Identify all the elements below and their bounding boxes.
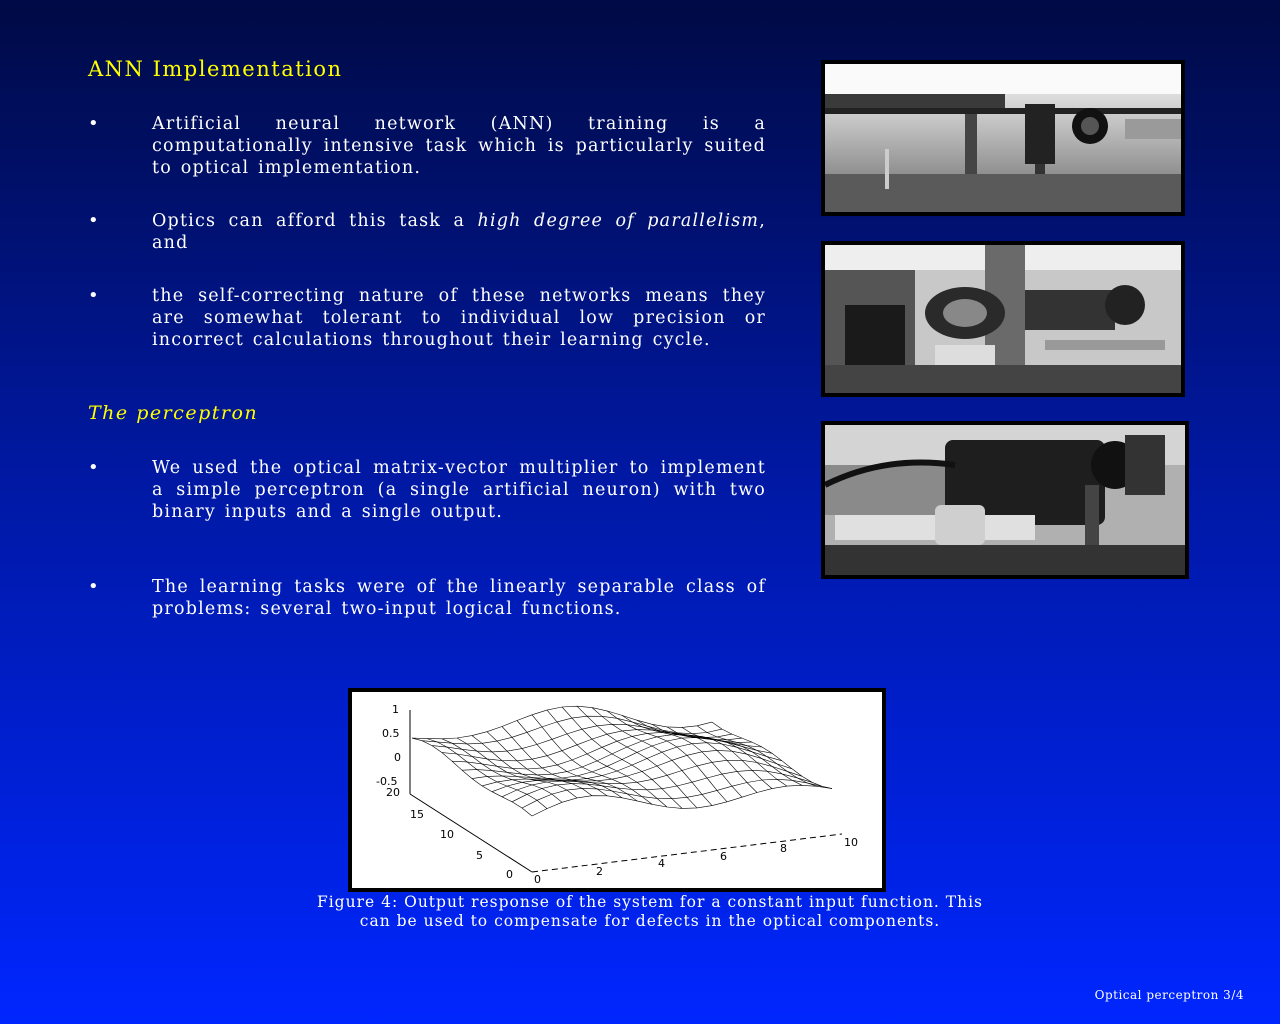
- bullet-dot: •: [88, 457, 99, 478]
- z-tick-label: -0.5: [376, 775, 398, 788]
- y-tick-label: 5: [476, 849, 483, 862]
- bullet-text: Optics can afford this task a high degree of parallelism, and: [152, 211, 766, 253]
- bullet-item: [88, 576, 766, 620]
- mesh-line: [442, 739, 562, 803]
- z-tick-label: 1: [392, 703, 399, 716]
- x-tick-label: 8: [780, 842, 787, 855]
- mesh-line: [667, 727, 787, 786]
- z-tick-label: 0.5: [382, 727, 400, 740]
- caption-line: Figure 4: Output response of the system for a constant input function. This: [316, 893, 984, 911]
- y-tick-label: 20: [386, 786, 400, 799]
- caption-line: can be used to compensate for defects in the optical components.: [359, 912, 941, 930]
- mesh-line: [442, 730, 742, 761]
- bullet-text: the self-correcting nature of these networks means they are somewhat tolerant to individual low precision or incorrect calculations throughout their learning cycle.: [152, 286, 766, 350]
- optical-setup-photo-1: [821, 60, 1185, 216]
- bullet-dot: •: [88, 285, 99, 306]
- optical-setup-photo-3: [821, 421, 1189, 579]
- bullet-dot: •: [88, 576, 99, 597]
- slide-title: ANN Implementation: [88, 57, 343, 81]
- figure-caption: [200, 893, 1100, 931]
- y-tick-label: 15: [410, 808, 424, 821]
- mesh-line: [472, 736, 592, 796]
- bullet-dot: •: [88, 210, 99, 231]
- mesh-line: [532, 785, 832, 816]
- bullet-text: We used the optical matrix-vector multiplier to implement a simple perceptron (a single artificial neuron) with two binary inputs and a single output.: [152, 458, 766, 522]
- x-tick-label: 0: [534, 873, 541, 886]
- z-tick-label: 0: [394, 751, 401, 764]
- mesh-line: [577, 706, 697, 808]
- bullet-item: [88, 210, 766, 254]
- bullet-item: [88, 457, 766, 523]
- mesh-line: [427, 739, 547, 809]
- y-tick-label: 0: [506, 868, 513, 881]
- mesh-line: [502, 727, 622, 798]
- x-tick-label: 2: [596, 865, 603, 878]
- bullet-dot: •: [88, 113, 99, 134]
- mesh-line: [472, 738, 772, 779]
- x-tick-label: 10: [844, 836, 858, 849]
- bullet-item: [88, 113, 766, 179]
- mesh-line: [522, 779, 822, 808]
- mesh-line: [712, 722, 832, 789]
- bullet-item: [88, 285, 766, 351]
- mesh-line: [492, 750, 792, 791]
- emphasis-text: high degree of parallelism: [477, 211, 760, 231]
- y-tick-label: 10: [440, 828, 454, 841]
- mesh-line: [562, 707, 682, 808]
- bullet-text: The learning tasks were of the linearly separable class of problems: several two-input logical functions.: [152, 577, 766, 619]
- mesh-line: [512, 770, 812, 802]
- mesh-line: [697, 726, 817, 787]
- section-subtitle: The perceptron: [88, 402, 259, 424]
- slide-footer: Optical perceptron 3/4: [1094, 988, 1244, 1002]
- optical-setup-photo-2: [821, 241, 1185, 397]
- output-response-figure: [348, 688, 886, 892]
- mesh-line: [412, 706, 712, 739]
- x-tick-label: 4: [658, 857, 665, 870]
- x-tick-label: 6: [720, 850, 727, 863]
- bullet-text: Artificial neural network (ANN) training is a computationally intensive task which is particularly suited to optical implementation.: [152, 114, 766, 178]
